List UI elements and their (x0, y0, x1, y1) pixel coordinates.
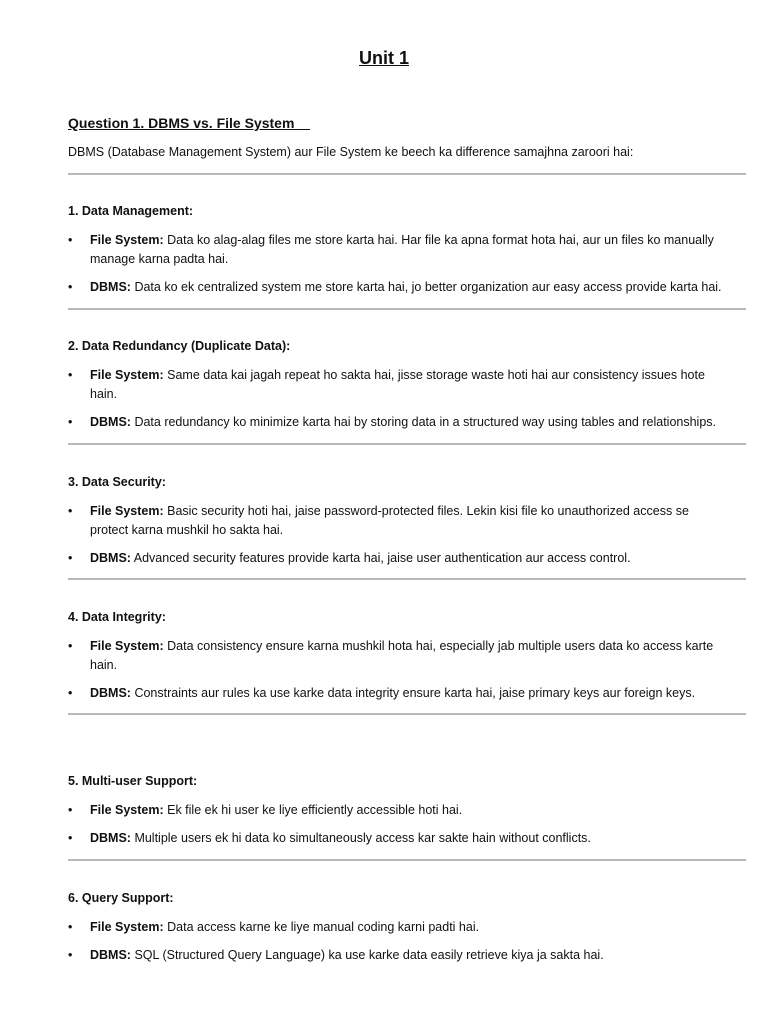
bullet-icon: • (68, 368, 73, 382)
item-label: DBMS: (90, 831, 131, 845)
section-multi-user-support (68, 773, 728, 857)
item-label: DBMS: (90, 551, 131, 565)
item-label: DBMS: (90, 948, 131, 962)
section-data-integrity (68, 609, 728, 712)
item-label: DBMS: (90, 415, 131, 429)
item-text: Constraints aur rules ka use karke data integrity ensure karta hai, jaise primary keys aur foreign keys. (130, 686, 696, 700)
bullet-icon: • (68, 415, 73, 429)
list-item (68, 918, 728, 937)
list-item (68, 413, 728, 432)
bullet-icon: • (68, 948, 73, 962)
item-label: DBMS: (90, 686, 131, 700)
list-item (68, 549, 728, 568)
bullet-icon: • (68, 504, 73, 518)
section-query-support (68, 890, 728, 974)
item-text: Data consistency ensure karna mushkil hota hai, especially jab multiple users data ko access karte hain. (90, 639, 714, 672)
bullet-icon: • (68, 233, 73, 247)
list-item (68, 829, 728, 848)
section-heading: 4. Data Integrity: (68, 610, 166, 624)
item-text: SQL (Structured Query Language) ka use karke data easily retrieve kiya ja sakta hai. (130, 948, 604, 962)
bullet-icon: • (68, 803, 73, 817)
bullet-icon: • (68, 686, 73, 700)
item-text: Same data kai jagah repeat ho sakta hai, jisse storage waste hoti hai aur consistency issues hote hain. (90, 368, 705, 401)
list-item (68, 684, 728, 703)
item-text: Data ko ek centralized system me store karta hai, jo better organization aur easy access provide karta hai. (130, 280, 722, 294)
item-label: File System: (90, 803, 164, 817)
bullet-icon: • (68, 280, 73, 294)
item-text: Data access karne ke liye manual coding karni padti hai. (163, 920, 480, 934)
section-heading: 2. Data Redundancy (Duplicate Data): (68, 339, 291, 353)
section-heading: 6. Query Support: (68, 891, 174, 905)
list-item (68, 366, 728, 404)
section-data-management (68, 203, 728, 306)
item-text: Multiple users ek hi data ko simultaneously access kar sakte hain without conflicts. (130, 831, 591, 845)
page-title: Unit 1 (358, 48, 409, 68)
divider (68, 578, 746, 580)
bullet-icon: • (68, 920, 73, 934)
section-heading: 3. Data Security: (68, 475, 166, 489)
bullet-icon: • (68, 639, 73, 653)
item-text: Data ko alag-alag files me store karta hai. Har file ka apna format hota hai, aur un files ko manually manage karna padta hai. (90, 233, 714, 266)
item-label: File System: (90, 233, 164, 247)
item-text: Advanced security features provide karta hai, jaise user authentication aur access control. (130, 551, 631, 565)
divider (68, 173, 746, 175)
intro-paragraph: DBMS (Database Management System) aur File System ke beech ka difference samajhna zaroori hai: (68, 145, 634, 159)
item-label: File System: (90, 368, 164, 382)
list-item (68, 946, 728, 965)
item-label: File System: (90, 504, 164, 518)
list-item (68, 637, 728, 675)
section-heading: 1. Data Management: (68, 204, 194, 218)
item-text: Ek file ek hi user ke liye efficiently accessible hoti hai. (163, 803, 463, 817)
bullet-icon: • (68, 831, 73, 845)
bullet-icon: • (68, 551, 73, 565)
list-item (68, 502, 728, 540)
item-label: DBMS: (90, 280, 131, 294)
section-data-security (68, 474, 728, 577)
item-label: File System: (90, 639, 164, 653)
list-item (68, 231, 728, 269)
divider (68, 859, 746, 861)
question-heading: Question 1. DBMS vs. File System (68, 115, 310, 131)
section-heading: 5. Multi-user Support: (68, 774, 198, 788)
divider (68, 308, 746, 310)
list-item (68, 278, 728, 297)
section-data-redundancy (68, 338, 728, 441)
item-label: File System: (90, 920, 164, 934)
divider (68, 443, 746, 445)
divider (68, 713, 746, 715)
list-item (68, 801, 728, 820)
item-text: Basic security hoti hai, jaise password-protected files. Lekin kisi file ko unauthorized access se protect karna mushkil ho sakta hai. (90, 504, 689, 537)
item-text: Data redundancy ko minimize karta hai by storing data in a structured way using tables and relationships. (130, 415, 717, 429)
